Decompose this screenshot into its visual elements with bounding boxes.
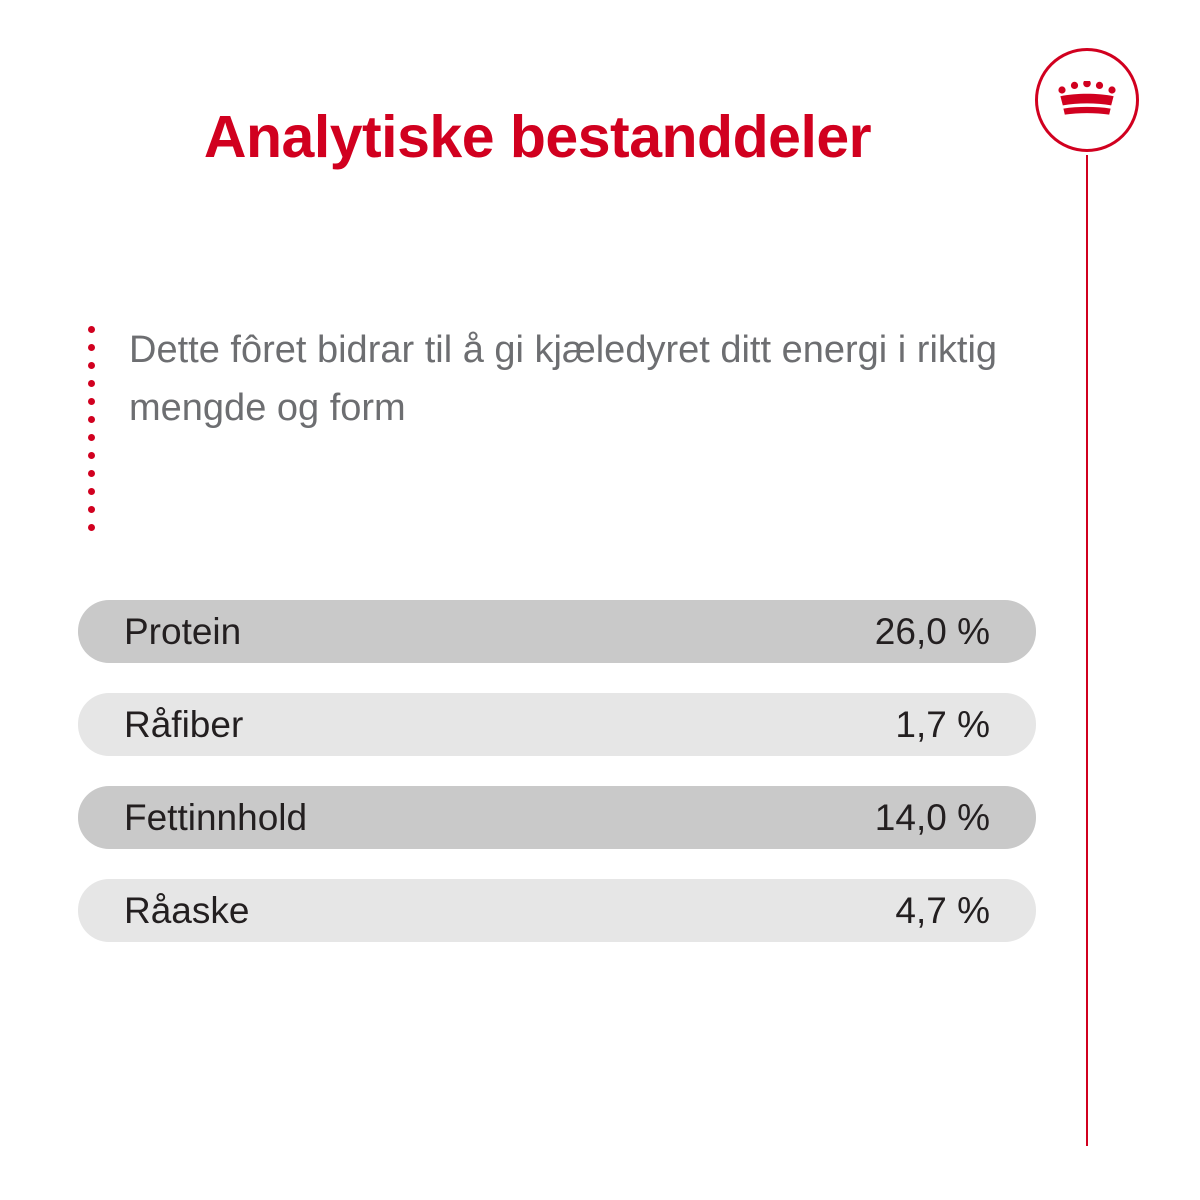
nutrient-value: 4,7 % (895, 889, 990, 931)
intro-block (88, 322, 1008, 531)
nutrient-label: Råaske (124, 889, 250, 931)
nutrient-value: 1,7 % (895, 703, 990, 745)
intro-text: Dette fôret bidrar til å gi kjæledyret ditt energi i riktig mengde og form (129, 329, 998, 429)
nutrient-label: Protein (124, 610, 242, 652)
dotted-rule-decoration (88, 326, 95, 531)
nutrient-value: 26,0 % (874, 610, 990, 652)
nutrient-label: Råfiber (124, 703, 244, 745)
table-row (78, 693, 1036, 756)
brand-vertical-line (1086, 155, 1088, 1146)
table-row (78, 786, 1036, 849)
nutrient-value: 14,0 % (874, 796, 990, 838)
table-row (78, 879, 1036, 942)
brand-mark (1035, 48, 1145, 1148)
nutrient-label: Fettinnhold (124, 796, 308, 838)
table-row (78, 600, 1036, 663)
page-title: Analytiske bestanddeler (203, 104, 872, 170)
nutrition-table (78, 600, 1036, 972)
